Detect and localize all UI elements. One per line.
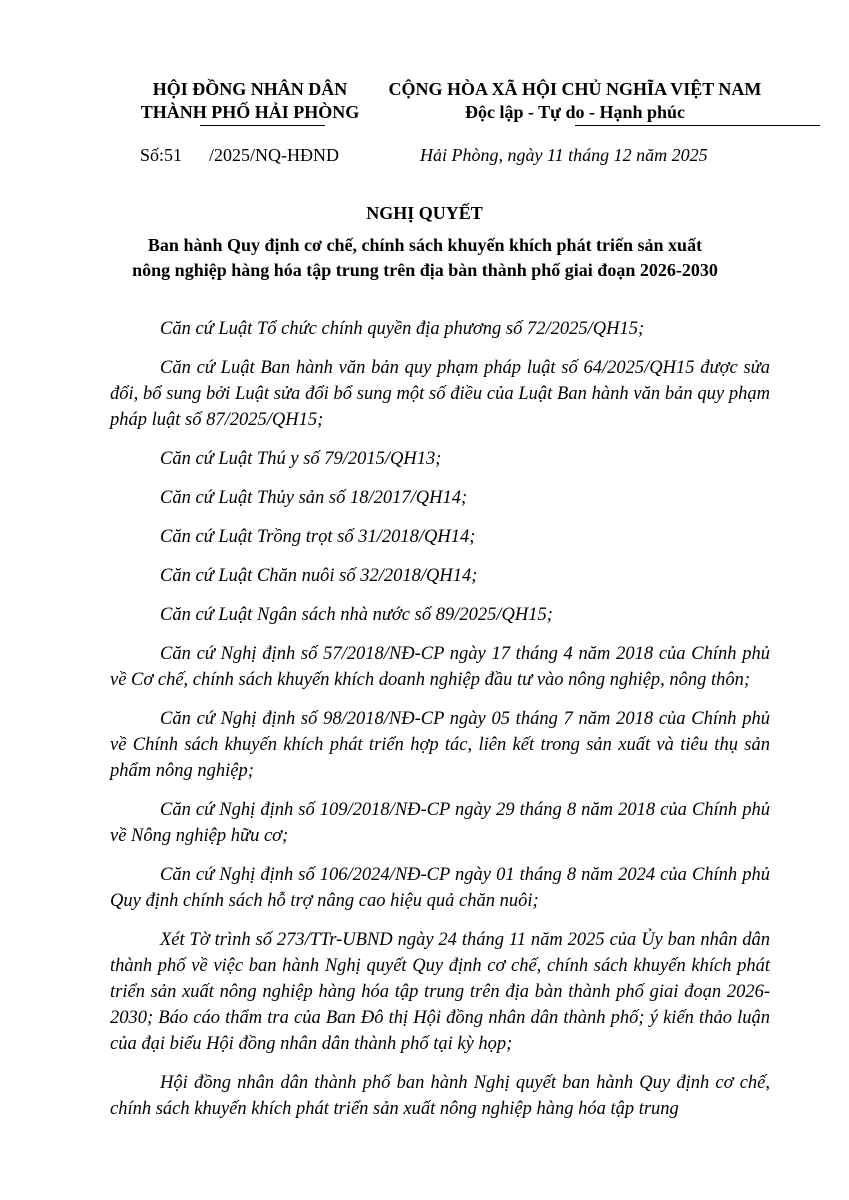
national-motto [370, 78, 780, 124]
preamble-paragraph: Xét Tờ trình số 273/TTr-UBND ngày 24 tháng 11 năm 2025 của Ủy ban nhân dân thành phố về việc ban hành Nghị quyết Quy định cơ chế, chính sách khuyến khích phát triển sản xuất nông nghiệp hàng hóa tập trung trên địa bàn thành phố giai đoạn 2026-2030; Báo cáo thẩm tra của Ban Đô thị Hội đồng nhân dân thành phố; ý kiến thảo luận của đại biểu Hội đồng nhân dân thành phố tại kỳ họp; [110, 930, 770, 1054]
preamble-paragraph: Căn cứ Luật Ban hành văn bản quy phạm pháp luật số 64/2025/QH15 được sửa đổi, bổ sung bởi Luật sửa đổi bổ sung một số điều của Luật Ban hành văn bản quy phạm pháp luật số 87/2025/QH15; [110, 358, 770, 430]
document-subtitle [110, 233, 740, 283]
preamble-paragraph: Căn cứ Luật Chăn nuôi số 32/2018/QH14; [160, 566, 478, 586]
issuing-authority-line1: HỘI ĐỒNG NHÂN DÂN [152, 79, 348, 99]
document-title: NGHỊ QUYẾT [366, 203, 483, 223]
preamble-paragraph: Căn cứ Luật Trồng trọt số 31/2018/QH14; [160, 527, 476, 547]
preamble-paragraph: Căn cứ Nghị định số 109/2018/NĐ-CP ngày 29 tháng 8 năm 2018 của Chính phủ về Nông nghiệp hữu cơ; [110, 800, 770, 846]
preamble-paragraph: Căn cứ Luật Tổ chức chính quyền địa phương số 72/2025/QH15; [160, 319, 645, 339]
preamble-paragraph: Căn cứ Luật Thú y số 79/2015/QH13; [160, 449, 442, 469]
national-motto-underline [575, 125, 820, 126]
document-number-value: 51 [164, 145, 183, 165]
preamble-paragraph: Căn cứ Nghị định số 98/2018/NĐ-CP ngày 05 tháng 7 năm 2018 của Chính phủ về Chính sách khuyến khích phát triển hợp tác, liên kết trong sản xuất và tiêu thụ sản phẩm nông nghiệp; [110, 709, 770, 781]
preamble-paragraph: Căn cứ Nghị định số 57/2018/NĐ-CP ngày 17 tháng 4 năm 2018 của Chính phủ về Cơ chế, chính sách khuyến khích doanh nghiệp đầu tư vào nông nghiệp, nông thôn; [110, 644, 770, 690]
issuing-authority-underline [200, 125, 325, 126]
national-motto-text: Độc lập - Tự do - Hạnh phúc [464, 102, 686, 122]
issuing-authority [120, 78, 380, 124]
preamble-paragraph: Hội đồng nhân dân thành phố ban hành Nghị quyết ban hành Quy định cơ chế, chính sách khuyến khích phát triển sản xuất nông nghiệp hàng hóa tập trung [110, 1073, 770, 1119]
issuing-authority-line2: THÀNH PHỐ HẢI PHÒNG [140, 102, 360, 122]
document-number [140, 144, 339, 166]
document-number-suffix: /2025/NQ-HĐND [209, 145, 340, 165]
document-number-prefix: Số: [140, 145, 165, 165]
preamble-paragraph: Căn cứ Nghị định số 106/2024/NĐ-CP ngày 01 tháng 8 năm 2024 của Chính phủ Quy định chính sách hỗ trợ nâng cao hiệu quả chăn nuôi; [110, 865, 770, 911]
national-name: CỘNG HÒA XÃ HỘI CHỦ NGHĨA VIỆT NAM [388, 79, 762, 99]
document-body [110, 316, 770, 1135]
preamble-paragraph: Căn cứ Luật Ngân sách nhà nước số 89/2025/QH15; [160, 605, 553, 625]
preamble-paragraph: Căn cứ Luật Thủy sản số 18/2017/QH14; [160, 488, 468, 508]
document-date: Hải Phòng, ngày 11 tháng 12 năm 2025 [420, 145, 708, 165]
document-subtitle-line1: Ban hành Quy định cơ chế, chính sách khuyến khích phát triển sản xuất [147, 235, 703, 255]
document-subtitle-line2: nông nghiệp hàng hóa tập trung trên địa bàn thành phố giai đoạn 2026-2030 [132, 260, 718, 280]
